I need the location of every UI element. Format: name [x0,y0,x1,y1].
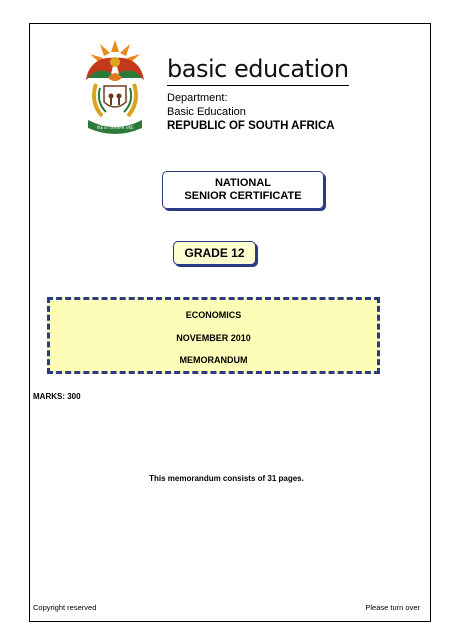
subject-name: ECONOMICS [185,310,242,320]
department-label: Department: [167,92,228,104]
brand-title: basic education [167,55,349,83]
certificate-line-2: SENIOR CERTIFICATE [184,190,302,202]
footer-turn-over: Please turn over [365,603,420,612]
coat-of-arms-icon [78,38,152,136]
exam-session: NOVEMBER 2010 [176,333,251,343]
page-count-note: This memorandum consists of 31 pages. [149,474,304,483]
subject-box [47,297,380,374]
document-type: MEMORANDUM [179,355,248,365]
country-name: REPUBLIC OF SOUTH AFRICA [167,120,335,132]
grade-box: GRADE 12 [173,241,256,265]
brand-divider [167,85,349,86]
crest-motto: !KE E: /XARRA //KE [96,125,134,130]
department-name: Basic Education [167,106,246,118]
certificate-line-1: NATIONAL [214,177,271,189]
marks-total: MARKS: 300 [33,392,81,401]
brand-block [167,55,367,133]
footer-copyright: Copyright reserved [33,603,97,612]
certificate-box [162,171,324,209]
